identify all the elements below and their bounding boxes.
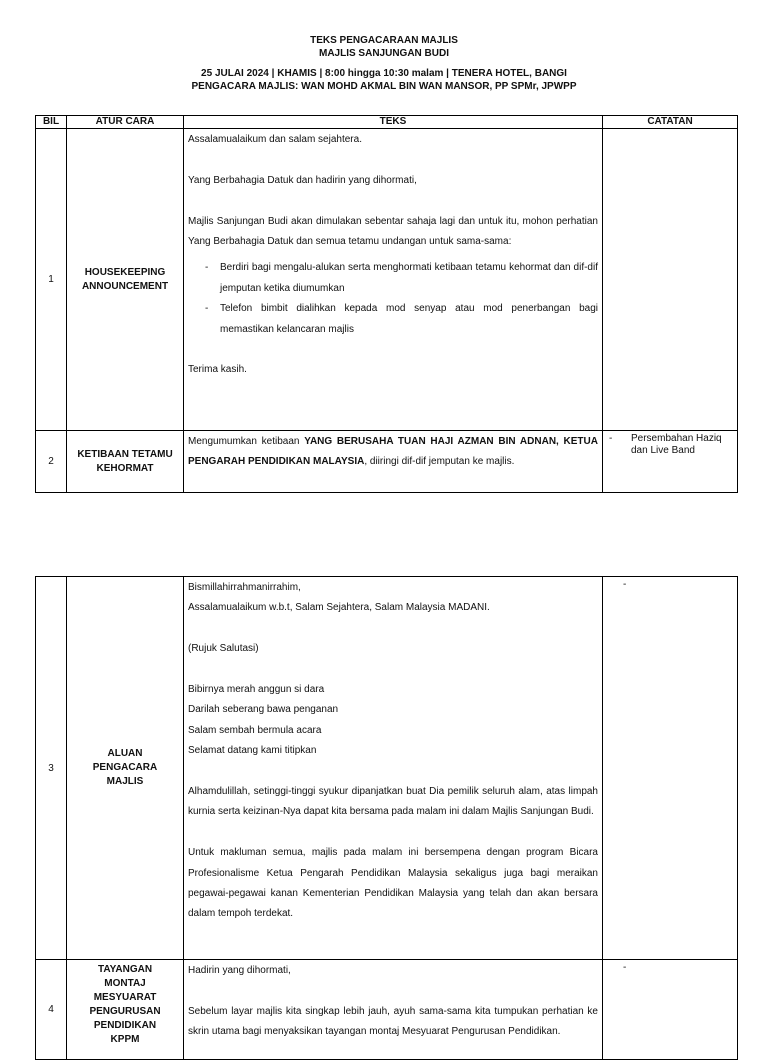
row-teks (184, 577, 603, 960)
row-catatan (603, 431, 738, 493)
guest-of-honour: YANG BERUSAHA TUAN HAJI AZMAN BIN ADNAN, KETUA PENGARAH PENDIDIKAN MALAYSIA (188, 436, 598, 468)
col-header-catatan: CATATAN (603, 116, 738, 129)
row-catatan (603, 129, 738, 431)
list-item: - Persembahan Haziq dan Live Band (609, 433, 722, 456)
document-header (0, 34, 768, 93)
text-line: Hadirin yang dihormati, (188, 965, 291, 976)
text-line: Bismillahirrahmanirrahim, (188, 582, 301, 593)
program-table-1 (35, 115, 738, 493)
row-number: 1 (36, 129, 67, 431)
doc-title: TEKS PENGACARAAN MAJLIS (310, 35, 458, 46)
row-atur-cara: ALUAN PENGACARA MAJLIS (67, 577, 184, 960)
row-catatan: - (603, 577, 738, 960)
pantun-line: Bibirnya merah anggun si dara (188, 684, 325, 695)
col-header-teks: TEKS (184, 116, 603, 129)
list-item: - Telefon bimbit dialihkan kepada mod senyap atau mod penerbangan bagi memastikan kelancaran majlis (205, 303, 598, 335)
text-paragraph: Sebelum layar majlis kita singkap lebih jauh, ayuh sama-sama kita tumpukan perhatian ke skrin utama bagi menyaksikan tayangan montaj Mesyuarat Pengurusan Pendidikan. (188, 1005, 598, 1038)
col-header-atur-cara: ATUR CARA (67, 116, 184, 129)
pantun-line: Selamat datang kami titipkan (188, 745, 317, 757)
row-atur-cara: HOUSEKEEPING ANNOUNCEMENT (67, 129, 184, 431)
row-number: 3 (36, 577, 67, 960)
text-paragraph: Mengumumkan ketibaan YANG BERUSAHA TUAN HAJI AZMAN BIN ADNAN, KETUA PENGARAH PENDIDIKAN MALAYSIA, diiringi dif-dif jemputan ke majlis. (188, 436, 598, 468)
pantun-line: Darilah seberang bawa penganan (188, 704, 339, 716)
text-line: Assalamualaikum dan salam sejahtera. (188, 134, 362, 145)
col-header-bil: BIL (36, 116, 67, 129)
text-line: (Rujuk Salutasi) (188, 643, 259, 655)
list-item: - Berdiri bagi mengalu-alukan serta menghormati ketibaan tetamu kehormat dan dif-dif jemputan ketika diumumkan (205, 262, 598, 294)
row-atur-cara: KETIBAAN TETAMU KEHORMAT (67, 431, 184, 493)
row-atur-cara: TAYANGAN MONTAJ MESYUARAT PENGURUSAN PENDIDIKAN KPPM (67, 960, 184, 1060)
text-line: Assalamualaikum w.b.t, Salam Sejahtera, Salam Malaysia MADANI. (188, 602, 490, 614)
pantun-line: Salam sembah bermula acara (188, 724, 322, 736)
row-teks (184, 129, 603, 431)
bullet-list (188, 258, 598, 340)
text-paragraph: Majlis Sanjungan Budi akan dimulakan sebentar sahaja lagi dan untuk itu, mohon perhatian Yang Berbahagia Datuk dan semua tetamu undangan untuk sama-sama: (188, 215, 598, 247)
row-teks (184, 431, 603, 493)
row-number: 2 (36, 431, 67, 493)
text-line: Terima kasih. (188, 364, 247, 376)
table-row (36, 577, 738, 960)
text-paragraph: Untuk makluman semua, majlis pada malam ini bersempena dengan program Bicara Profesionalisme Ketua Pengarah Pendidikan Malaysia sekaligus juga bagi meraikan pegawai-pegawai kanan Kementerian Pendidikan Malaysia yang telah dan akan bersara dalam tempoh terdekat. (188, 847, 598, 920)
table-header-row (36, 116, 738, 129)
text-paragraph: Alhamdulillah, setinggi-tinggi syukur dipanjatkan buat Dia pemilik seluruh alam, atas limpah kurnia serta keizinan-Nya dapat kita bersama pada malam ini dalam Majlis Sanjungan Budi. (188, 786, 598, 818)
event-name: MAJLIS SANJUNGAN BUDI (318, 48, 449, 59)
text-line: Yang Berbahagia Datuk dan hadirin yang dihormati, (188, 174, 417, 186)
table-row (36, 960, 738, 1060)
table-row (36, 129, 738, 431)
emcee-line: PENGACARA MAJLIS: WAN MOHD AKMAL BIN WAN MANSOR, PP SPMr, JPWPP (191, 81, 577, 92)
row-number: 4 (36, 960, 67, 1060)
event-details: 25 JULAI 2024 | KHAMIS | 8:00 hingga 10:30 malam | TENERA HOTEL, BANGI (201, 68, 567, 79)
row-teks (184, 960, 603, 1060)
row-catatan: - (603, 960, 738, 1060)
program-table-2 (35, 576, 738, 1060)
table-row (36, 431, 738, 493)
